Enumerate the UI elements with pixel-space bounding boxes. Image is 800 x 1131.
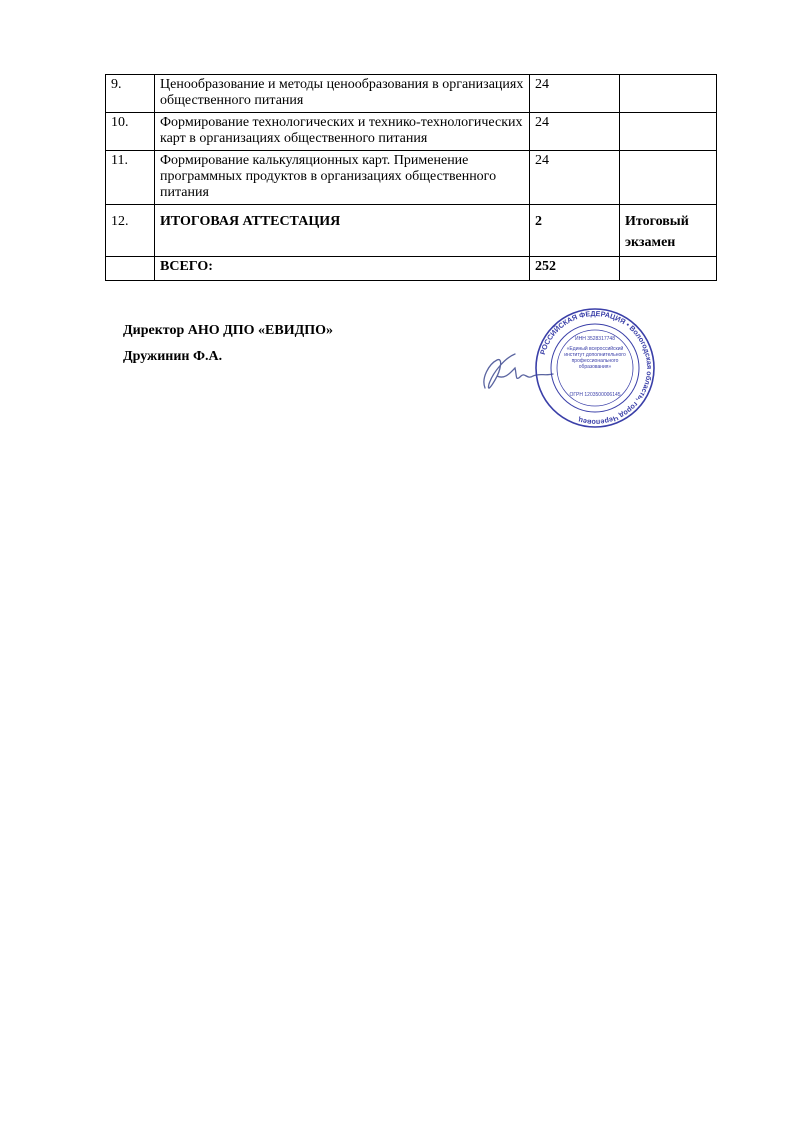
total-label: ВСЕГО:: [155, 257, 530, 281]
stamp-ogrn: ОГРН 1203500006145: [569, 392, 621, 398]
module-hours: 24: [530, 151, 620, 205]
stamp-center-text: «Единый всероссийский институт дополнительного профессионального образования»: [564, 346, 626, 370]
stamp-outer-text: РОССИЙСКАЯ ФЕДЕРАЦИЯ • Вологодская область, город Череповец: [537, 308, 655, 428]
table-row: [106, 75, 717, 113]
stamp-inn: ИНН 3528317748: [574, 336, 616, 342]
assessment-form: [620, 151, 717, 205]
assessment-form: [620, 113, 717, 151]
table-total-row: [106, 257, 717, 281]
row-number: 12.: [106, 205, 155, 257]
table-row: [106, 113, 717, 151]
assessment-form: [620, 257, 717, 281]
table-row: [106, 151, 717, 205]
signatory-position: Директор АНО ДПО «ЕВИДПО»: [123, 323, 334, 338]
assessment-form: Итоговый экзамен: [620, 205, 717, 257]
signatory-name: Дружинин Ф.А.: [123, 349, 223, 364]
module-hours: 2: [530, 205, 620, 257]
module-hours: 24: [530, 75, 620, 113]
signatory-block: [123, 318, 333, 370]
module-hours: 24: [530, 113, 620, 151]
module-title: ИТОГОВАЯ АТТЕСТАЦИЯ: [155, 205, 530, 257]
curriculum-table: [105, 74, 717, 281]
table-row: [106, 205, 717, 257]
row-number: 10.: [106, 113, 155, 151]
row-number: [106, 257, 155, 281]
total-hours: 252: [530, 257, 620, 281]
assessment-form: [620, 75, 717, 113]
row-number: 9.: [106, 75, 155, 113]
row-number: 11.: [106, 151, 155, 205]
module-title: Формирование технологических и технико-технологических карт в организациях общественного питания: [155, 113, 530, 151]
official-stamp: [533, 306, 657, 430]
module-title: Формирование калькуляционных карт. Применение программных продуктов в организациях общественного питания: [155, 151, 530, 205]
module-title: Ценообразование и методы ценообразования в организациях общественного питания: [155, 75, 530, 113]
